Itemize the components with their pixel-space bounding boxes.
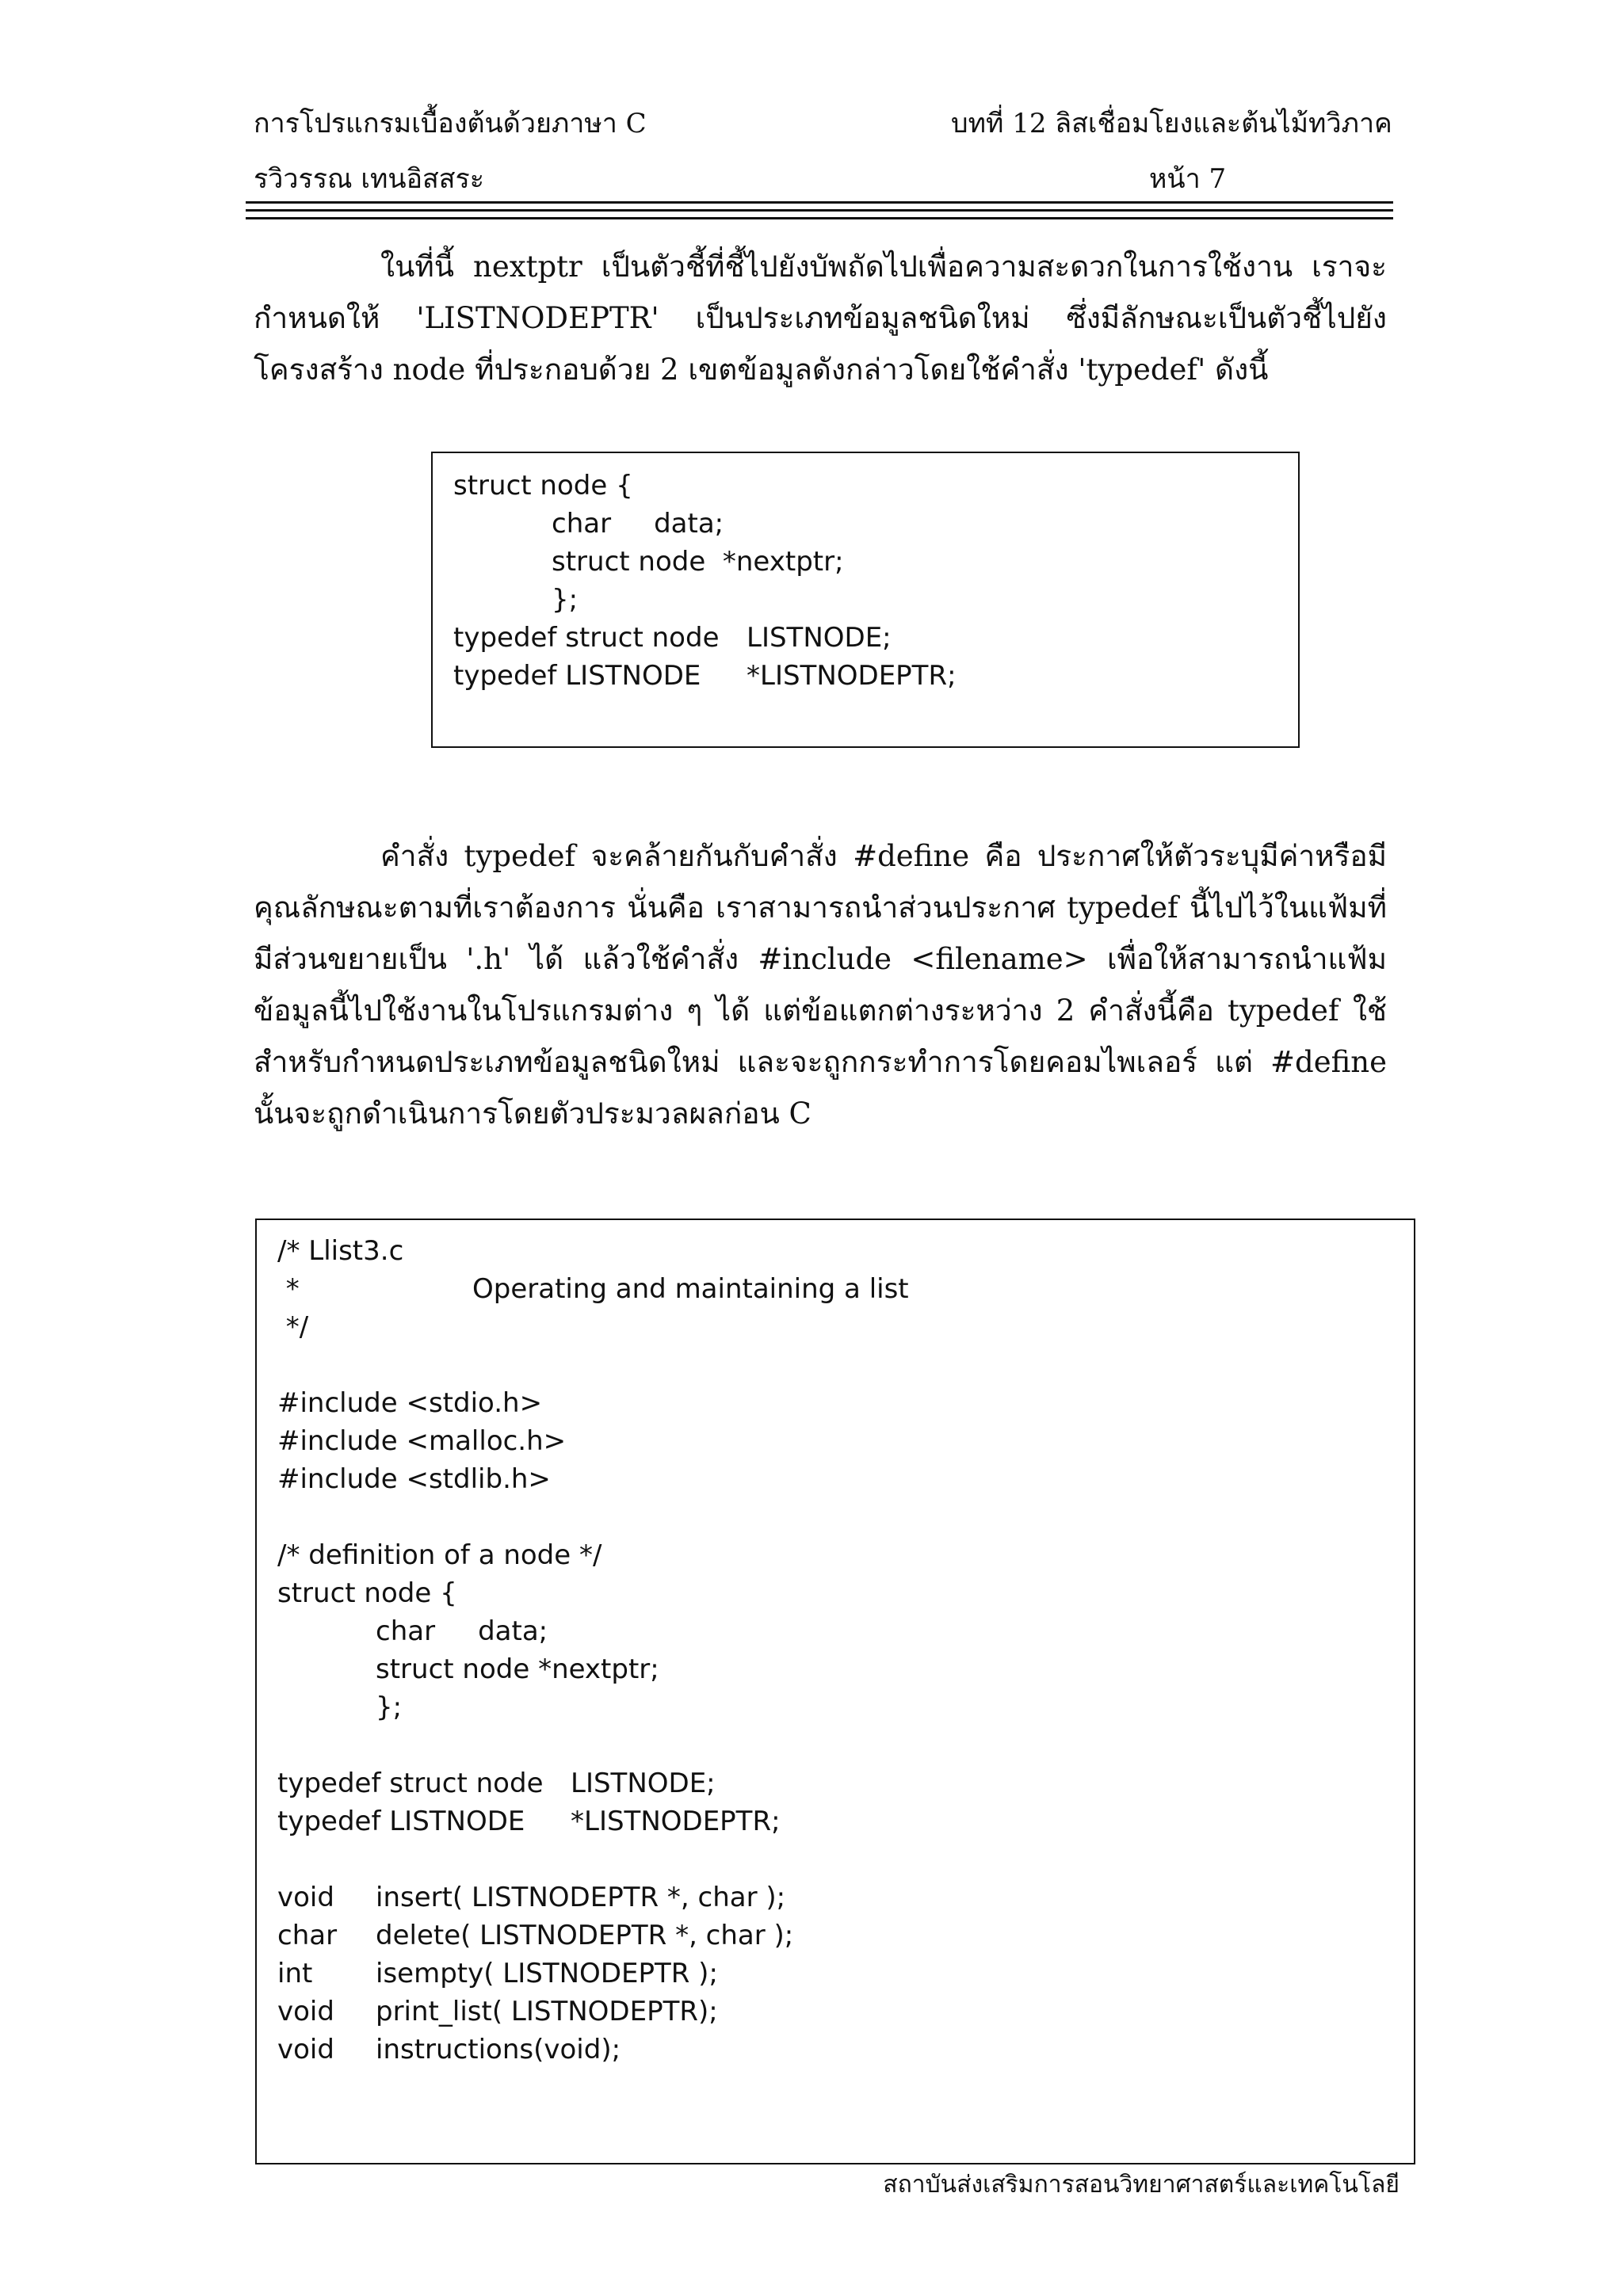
code-line: LISTNODE; bbox=[747, 622, 892, 654]
code-line: *LISTNODEPTR; bbox=[747, 660, 957, 692]
code-line: struct node { bbox=[277, 1577, 457, 1609]
typedef-code-box bbox=[431, 452, 1300, 748]
prototype-signature: isempty( LISTNODEPTR ); bbox=[376, 1958, 718, 1989]
code-line: */ bbox=[277, 1311, 309, 1343]
prototype-type: void bbox=[277, 2034, 334, 2065]
code-line: struct node *nextptr; bbox=[376, 1653, 659, 1685]
code-line: struct node *nextptr; bbox=[552, 546, 844, 578]
intro-paragraph bbox=[254, 241, 1387, 395]
prototype-type: void bbox=[277, 1882, 334, 1913]
code-line: /* Llist3.c bbox=[277, 1235, 404, 1267]
footer-institution: สถาบันส่งเสริมการสอนวิทยาศาสตร์และเทคโนโลยี bbox=[883, 2171, 1400, 2199]
page-number: หน้า 7 bbox=[1149, 163, 1227, 195]
prototype-signature: delete( LISTNODEPTR *, char ); bbox=[376, 1920, 794, 1951]
prototype-type: char bbox=[277, 1920, 338, 1951]
author-name: รวิวรรณ เทนอิสสระ bbox=[254, 163, 485, 195]
code-line: #include <stdlib.h> bbox=[277, 1463, 551, 1495]
header-rule-top bbox=[246, 201, 1393, 204]
intro-text: ในที่นี้ nextptr เป็นตัวชี้ที่ชี้ไปยังบัพถัดไปเพื่อความสะดวกในการใช้งาน เราจะกำหนดให้ 'LISTNODEPTR' เป็นประเภทข้อมูลชนิดใหม่ ซึ่งมีลักษณะเป็นตัวชี้ไปยังโครงสร้าง node ที่ประกอบด้วย 2 เขตข้อมูลดังกล่าวโดยใช้คำสั่ง 'typedef' ดังนี้ bbox=[254, 250, 1387, 387]
code-line: typedef struct node bbox=[453, 622, 720, 654]
code-line: LISTNODE; bbox=[571, 1768, 716, 1799]
typedef-paragraph bbox=[254, 830, 1387, 1139]
prototype-type: void bbox=[277, 1996, 334, 2027]
code-line: #include <stdio.h> bbox=[277, 1387, 543, 1419]
code-line: /* definition of a node */ bbox=[277, 1539, 602, 1571]
llist3-code-box bbox=[255, 1219, 1415, 2164]
code-line: typedef struct node bbox=[277, 1768, 544, 1799]
code-line: *LISTNODEPTR; bbox=[571, 1806, 781, 1837]
code-line: struct node { bbox=[453, 470, 633, 502]
prototype-type: int bbox=[277, 1958, 313, 1989]
typedef-text: คำสั่ง typedef จะคล้ายกันกับคำสั่ง #define คือ ประกาศให้ตัวระบุมีค่าหรือมีคุณลักษณะตามที่เราต้องการ นั่นคือ เราสามารถนำส่วนประกาศ typedef นี้ไปไว้ในแฟ้มที่มีส่วนขยายเป็น '.h' ได้ แล้วใช้คำสั่ง #include <filename> เพื่อให้สามารถนำแฟ้มข้อมูลนี้ไปใช้งานในโปรแกรมต่าง ๆ ได้ แต่ข้อแตกต่างระหว่าง 2 คำสั่งนี้คือ typedef ใช้สำหรับกำหนดประเภทข้อมูลชนิดใหม่ และจะถูกกระทำการโดยคอมไพเลอร์ แต่ #define นั้นจะถูกดำเนินการโดยตัวประมวลผลก่อน C bbox=[254, 839, 1387, 1131]
prototype-signature: instructions(void); bbox=[376, 2034, 621, 2065]
code-line: * bbox=[277, 1273, 300, 1305]
header-rule-bottom bbox=[246, 217, 1393, 219]
code-line: #include <malloc.h> bbox=[277, 1425, 567, 1457]
code-line: }; bbox=[552, 584, 579, 616]
code-line: typedef LISTNODE bbox=[453, 660, 701, 692]
prototype-signature: print_list( LISTNODEPTR); bbox=[376, 1996, 718, 2027]
code-line: }; bbox=[376, 1691, 403, 1723]
chapter-title: บทที่ 12 ลิสเชื่อมโยงและต้นไม้ทวิภาค bbox=[951, 108, 1392, 139]
code-line: char data; bbox=[376, 1615, 548, 1647]
code-line: char data; bbox=[552, 508, 724, 540]
code-line: Operating and maintaining a list bbox=[472, 1273, 909, 1305]
code-line: typedef LISTNODE bbox=[277, 1806, 525, 1837]
course-title: การโปรแกรมเบื้องต้นด้วยภาษา C bbox=[254, 108, 647, 139]
prototype-signature: insert( LISTNODEPTR *, char ); bbox=[376, 1882, 786, 1913]
header-rule-middle bbox=[246, 209, 1393, 212]
